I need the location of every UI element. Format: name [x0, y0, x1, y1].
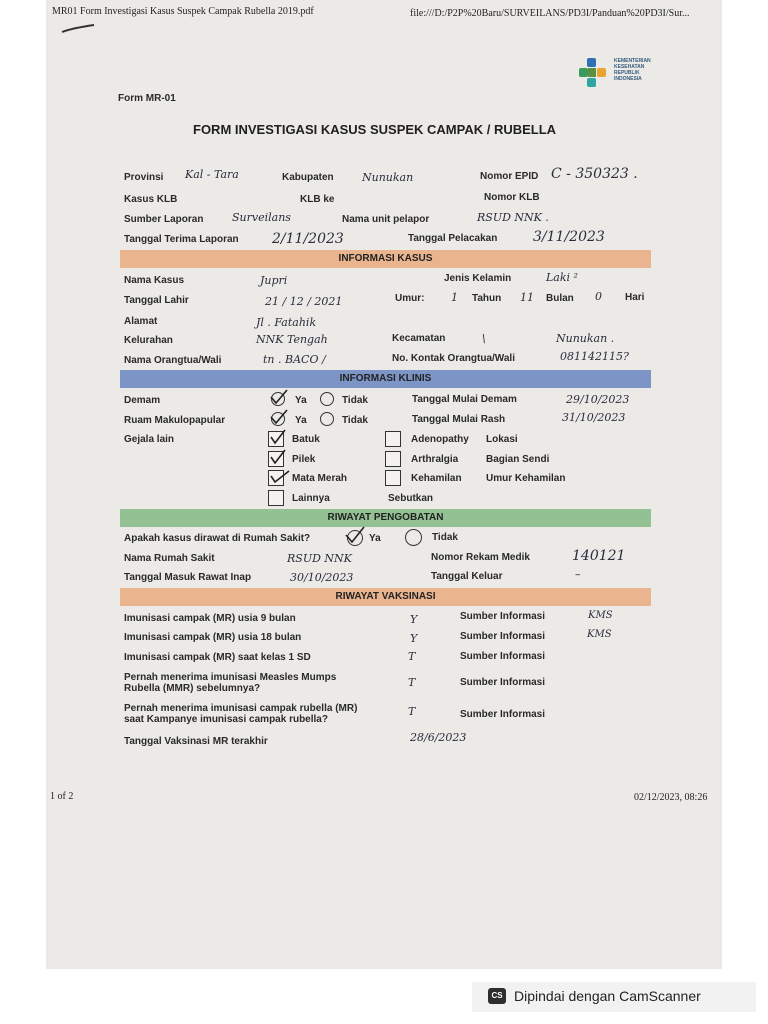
ministry-logo-icon — [577, 56, 611, 90]
tgl-demam-value: 29/10/2023 — [566, 393, 630, 406]
vaksin-q1-label: Imunisasi campak (MR) usia 9 bulan — [124, 613, 296, 624]
ruam-tidak-label: Tidak — [342, 415, 368, 426]
kelurahan-label: Kelurahan — [124, 335, 173, 346]
tgl-pelacakan-value: 3/11/2023 — [533, 229, 605, 245]
vaksin-q4-label: Pernah menerima imunisasi Measles Mumps Rubella (MMR) sebelumnya? — [124, 672, 337, 694]
arthralgia-checkbox[interactable] — [385, 451, 401, 467]
sumber-laporan-value: Surveilans — [232, 211, 291, 224]
nomor-epid-value: C - 350323 . — [551, 166, 638, 182]
vaksin-q3-answer: T — [408, 650, 416, 663]
gejala-mata-merah-label: Mata Merah — [292, 473, 348, 484]
vaksin-q2-sumber-value: KMS — [587, 629, 612, 640]
demam-tidak-label: Tidak — [342, 395, 368, 406]
camscanner-logo-icon: CS — [488, 988, 506, 1004]
tgl-pelacakan-label: Tanggal Pelacakan — [408, 233, 498, 244]
umur-hari-label: Hari — [625, 292, 645, 303]
gejala-batuk-label: Batuk — [292, 434, 320, 445]
informasi-klinis-header: INFORMASI KLINIS — [120, 370, 651, 388]
alamat-label: Alamat — [124, 316, 158, 327]
umur-tahun-label: Tahun — [472, 293, 502, 304]
vaksin-q1-answer: Y — [410, 613, 418, 626]
kontak-value: 081142115? — [560, 350, 629, 363]
vaksin-q1-sumber-label: Sumber Informasi — [460, 611, 546, 622]
rekam-medik-value: 140121 — [572, 548, 626, 564]
kehamilan-checkbox[interactable] — [385, 470, 401, 486]
vaksin-q5-sumber-label: Sumber Informasi — [460, 709, 546, 720]
tgl-vaksinasi-value: 28/6/2023 — [410, 731, 467, 744]
gejala-lainnya-label: Lainnya — [292, 493, 330, 504]
scanned-page — [46, 0, 722, 969]
kecamatan-mark: \ — [482, 332, 486, 345]
ruam-tidak-radio[interactable] — [320, 412, 334, 426]
demam-label: Demam — [124, 395, 161, 406]
tgl-rash-label: Tanggal Mulai Rash — [412, 414, 506, 425]
demam-ya-label: Ya — [295, 395, 307, 406]
vaksin-q2-sumber-label: Sumber Informasi — [460, 631, 546, 642]
mata-merah-check-icon — [268, 468, 292, 486]
tgl-demam-label: Tanggal Mulai Demam — [412, 394, 517, 405]
tgl-keluar-label: Tanggal Keluar — [431, 571, 503, 582]
orangtua-value: tn . BACO / — [263, 353, 326, 366]
ministry-name: KEMENTERIAN KESEHATAN REPUBLIK INDONESIA — [614, 58, 651, 82]
kontak-label: No. Kontak Orangtua/Wali — [392, 353, 515, 364]
kabupaten-label: Kabupaten — [282, 172, 334, 183]
gejala-lain-label: Gejala lain — [124, 434, 175, 445]
form-code: Form MR-01 — [118, 93, 176, 104]
jenis-kelamin-value: Laki ² — [546, 271, 578, 284]
nomor-klb-label: Nomor KLB — [484, 192, 540, 203]
vaksin-q3-sumber-label: Sumber Informasi — [460, 651, 546, 662]
nomor-epid-label: Nomor EPID — [480, 171, 539, 182]
file-path: file:///D:/P2P%20Baru/SURVEILANS/PD3I/Panduan%20PD3I/Sur... — [410, 8, 690, 19]
gejala-arthralgia-label: Arthralgia — [411, 454, 459, 465]
umur-hari-value: 0 — [595, 290, 602, 303]
pen-stroke-icon — [60, 20, 96, 36]
rumah-sakit-label: Nama Rumah Sakit — [124, 553, 215, 564]
ruam-ya-check-icon — [268, 408, 290, 428]
adenopathy-checkbox[interactable] — [385, 431, 401, 447]
jenis-kelamin-label: Jenis Kelamin — [444, 273, 512, 284]
kecamatan-value: Nunukan . — [556, 332, 615, 345]
vaksin-q3-label: Imunisasi campak (MR) saat kelas 1 SD — [124, 652, 311, 663]
umur-kehamilan-label: Umur Kehamilan — [486, 473, 566, 484]
page-number: 1 of 2 — [50, 791, 74, 802]
dirawat-tidak-radio[interactable] — [405, 529, 422, 546]
umur-bulan-label: Bulan — [546, 293, 574, 304]
vaksin-q2-answer: Y — [410, 632, 418, 645]
kasus-klb-label: Kasus KLB — [124, 194, 178, 205]
dirawat-ya-label: Ya — [369, 533, 381, 544]
umur-bulan-value: 11 — [520, 291, 534, 304]
nama-kasus-label: Nama Kasus — [124, 275, 185, 286]
demam-tidak-radio[interactable] — [320, 392, 334, 406]
rumah-sakit-value: RSUD NNK — [287, 552, 352, 565]
ruam-label: Ruam Makulopapular — [124, 415, 226, 426]
sumber-laporan-label: Sumber Laporan — [124, 214, 204, 225]
vaksin-q2-label: Imunisasi campak (MR) usia 18 bulan — [124, 632, 302, 643]
tgl-rash-value: 31/10/2023 — [562, 411, 626, 424]
provinsi-label: Provinsi — [124, 172, 164, 183]
form-title: FORM INVESTIGASI KASUS SUSPEK CAMPAK / RUBELLA — [193, 122, 557, 137]
print-timestamp: 02/12/2023, 08:26 — [634, 792, 708, 803]
klb-ke-label: KLB ke — [300, 194, 335, 205]
tgl-vaksinasi-label: Tanggal Vaksinasi MR terakhir — [124, 736, 268, 747]
bagian-sendi-label: Bagian Sendi — [486, 454, 550, 465]
nama-kasus-value: Jupri — [260, 274, 288, 287]
gejala-kehamilan-label: Kehamilan — [411, 473, 462, 484]
kelurahan-value: NNK Tengah — [256, 333, 328, 346]
umur-tahun-value: 1 — [451, 291, 458, 304]
informasi-kasus-header: INFORMASI KASUS — [120, 250, 651, 268]
vaksin-q5-answer: T — [408, 705, 416, 718]
dirawat-tidak-label: Tidak — [432, 532, 458, 543]
ruam-ya-label: Ya — [295, 415, 307, 426]
gejala-adenopathy-label: Adenopathy — [411, 434, 469, 445]
demam-ya-check-icon — [268, 388, 290, 408]
dirawat-label: Apakah kasus dirawat di Rumah Sakit? — [124, 533, 311, 544]
vaksin-q4-answer: T — [408, 676, 416, 689]
vaksin-q5-label: Pernah menerima imunisasi campak rubella (MR) saat Kampanye imunisasi campak rubella? — [124, 703, 358, 725]
gejala-pilek-label: Pilek — [292, 454, 316, 465]
kabupaten-value: Nunukan — [362, 171, 414, 184]
provinsi-value: Kal - Tara — [185, 168, 239, 181]
tgl-terima-label: Tanggal Terima Laporan — [124, 234, 239, 245]
pilek-check-icon — [268, 449, 288, 467]
tgl-lahir-label: Tanggal Lahir — [124, 295, 189, 306]
file-title: MR01 Form Investigasi Kasus Suspek Campak Rubella 2019.pdf — [52, 6, 314, 17]
alamat-value: Jl . Fatahik — [256, 316, 317, 329]
batuk-check-icon — [268, 429, 288, 447]
rekam-medik-label: Nomor Rekam Medik — [431, 552, 530, 563]
vaksin-q1-sumber-value: KMS — [588, 610, 613, 621]
umur-label: Umur: — [395, 293, 425, 304]
tgl-terima-value: 2/11/2023 — [272, 231, 344, 247]
tgl-lahir-value: 21 / 12 / 2021 — [265, 295, 343, 308]
riwayat-pengobatan-header: RIWAYAT PENGOBATAN — [120, 509, 651, 527]
camscanner-text: Dipindai dengan CamScanner — [514, 988, 701, 1004]
lokasi-label: Lokasi — [486, 434, 518, 445]
orangtua-label: Nama Orangtua/Wali — [124, 355, 222, 366]
lainnya-checkbox[interactable] — [268, 490, 284, 506]
unit-pelapor-value: RSUD NNK . — [477, 211, 549, 224]
dirawat-ya-check-icon — [343, 525, 367, 547]
tgl-keluar-value: – — [575, 568, 581, 581]
vaksin-q4-sumber-label: Sumber Informasi — [460, 677, 546, 688]
tgl-masuk-value: 30/10/2023 — [290, 571, 354, 584]
riwayat-vaksinasi-header: RIWAYAT VAKSINASI — [120, 588, 651, 606]
unit-pelapor-label: Nama unit pelapor — [342, 214, 430, 225]
sebutkan-label: Sebutkan — [388, 493, 434, 504]
tgl-masuk-label: Tanggal Masuk Rawat Inap — [124, 572, 252, 583]
kecamatan-label: Kecamatan — [392, 333, 446, 344]
